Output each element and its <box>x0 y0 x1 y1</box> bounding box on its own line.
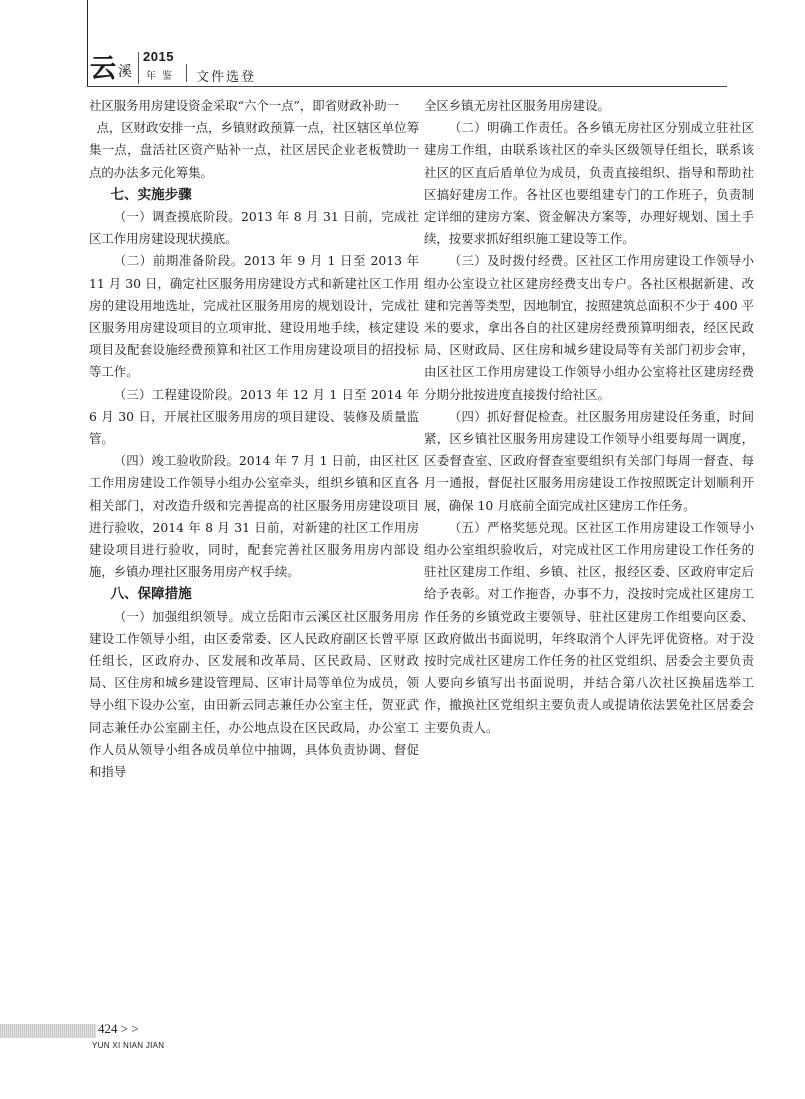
header-vertical-rule <box>87 0 88 86</box>
continuation-paragraph: 全区乡镇无房社区服务用房建设。 <box>424 98 610 113</box>
header-horizontal-rule <box>87 86 727 87</box>
footer-decorative-bar <box>0 1024 96 1038</box>
page-arrows: > > <box>120 1021 139 1036</box>
paragraph: （一）加强组织领导。成立岳阳市云溪区社区服务用房建设工作领导小组，由区委常委、区人民政府副区长曾平原任组长，区政府办、区发展和改革局、区民政局、区财政局、区住房和城乡建设管理局、区审计局等单位为成员，领导小组下设办公室，由田新云同志兼任办公室主任，贺亚武同志兼任办公室副主任，办公地点设在区民政局，办公室工作人员从领导小组各成员单位中抽调，具体负责协调、督促和指导 <box>89 608 419 780</box>
page-number-value: 424 <box>98 1021 118 1036</box>
paragraph: （一）调查摸底阶段。2013 年 8 月 31 日前，完成社区工作用房建设现状摸底。 <box>89 209 419 247</box>
header-section-title: 文件选登 <box>196 70 257 85</box>
continuation-paragraph: 点，区财政安排一点，乡镇财政预算一点，社区辖区单位筹集一点，盘活社区资产贴补一点，社区居民企业老板赞助一点的办法多元化筹集。 <box>89 120 419 180</box>
paragraph: （三）及时拨付经费。区社区工作用房建设工作领导小组办公室设立社区建房经费支出专户。各社区根据新建、改建和完善等类型，因地制宜，按照建筑总面积不少于 400 平米的要求，拿出各自的社区建房经费预算明细表，经区民政局、区财政局、区住房和城乡建设局等有关部门初步会审，由区社区工作用房建设工作领导小组办公室将社区建房经费分期分批按进度直接拨付给社区。 <box>424 253 754 402</box>
right-column <box>424 95 754 739</box>
header-year: 2015 <box>143 49 174 64</box>
continuation-paragraph: 社区服务用房建设资金采取“六个一点”，即省财政补助一 <box>89 98 400 113</box>
header-book-name: 年鉴 <box>146 71 178 82</box>
header-logo-main: 云 <box>90 54 117 84</box>
header-separator <box>138 52 139 84</box>
paragraph: （四）抓好督促检查。社区服务用房建设任务重，时间紧，区乡镇社区服务用房建设工作领导小组要每周一调度，区委督查室、区政府督查室要组织有关部门每周一督查、每月一通报，督促社区服务用房建设工作按照既定计划顺利开展，确保 10 月底前全面完成社区建房工作任务。 <box>424 408 754 513</box>
page-number <box>98 1021 139 1037</box>
paragraph: （二）前期准备阶段。2013 年 9 月 1 日至 2013 年 11 月 30 日，确定社区服务用房建设方式和新建社区工作用房的建设用地选址，完成社区服务用房的规划设计，完成社区服务用房建设项目的立项审批、建设用地手续，核定建设项目及配套设施经费预算和社区工作用房建设项目的招投标等工作。 <box>89 253 419 380</box>
paragraph: （五）严格奖惩兑现。区社区工作用房建设工作领导小组办公室组织验收后，对完成社区工作用房建设工作任务的驻社区建房工作组、乡镇、社区，报经区委、区政府审定后给予表彰。对工作拖沓，办事不力，没按时完成社区建房工作任务的乡镇党政主要领导、驻社区建房工作组要向区委、区政府做出书面说明，年终取消个人评先评优资格。对于没按时完成社区建房工作任务的社区党组织、居委会主要负责人要向乡镇写出书面说明，并结合第八次社区换届选举工作，撤换社区党组织主要负责人或提请依法罢免社区居委会主要负责人。 <box>424 519 754 735</box>
footer-book-pinyin: YUN XI NIAN JIAN <box>92 1041 165 1050</box>
paragraph: （二）明确工作责任。各乡镇无房社区分别成立驻社区建房工作组，由联系该社区的牵头区级领导任组长，联系该社区的区直后盾单位为成员，负责直接组织、指导和帮助社区搞好建房工作。各社区也要组建专门的工作班子，负责制定详细的建房方案、资金解决方案等，办理好规划、国土手续，按要求抓好组织施工建设等工作。 <box>424 120 754 247</box>
paragraph: （四）竣工验收阶段。2014 年 7 月 1 日前，由区社区工作用房建设工作领导小组办公室牵头，组织乡镇和区直各相关部门，对改造升级和完善提高的社区服务用房建设项目进行验收，2014 年 8 月 31 日前，对新建的社区工作用房建设项目进行验收，同时，配套完善社区服务用房内部设施，乡镇办理社区服务用房产权手续。 <box>89 453 419 580</box>
paragraph: （三）工程建设阶段。2013 年 12 月 1 日至 2014 年 6 月 30 日，开展社区服务用房的项目建设、装修及质量监管。 <box>89 386 419 447</box>
header-separator-2 <box>186 64 187 82</box>
section-heading-seven: 七、实施步骤 <box>110 186 192 203</box>
header-logo-secondary: 溪 <box>118 64 132 80</box>
left-column <box>89 95 419 783</box>
section-heading-eight: 八、保障措施 <box>110 586 192 603</box>
